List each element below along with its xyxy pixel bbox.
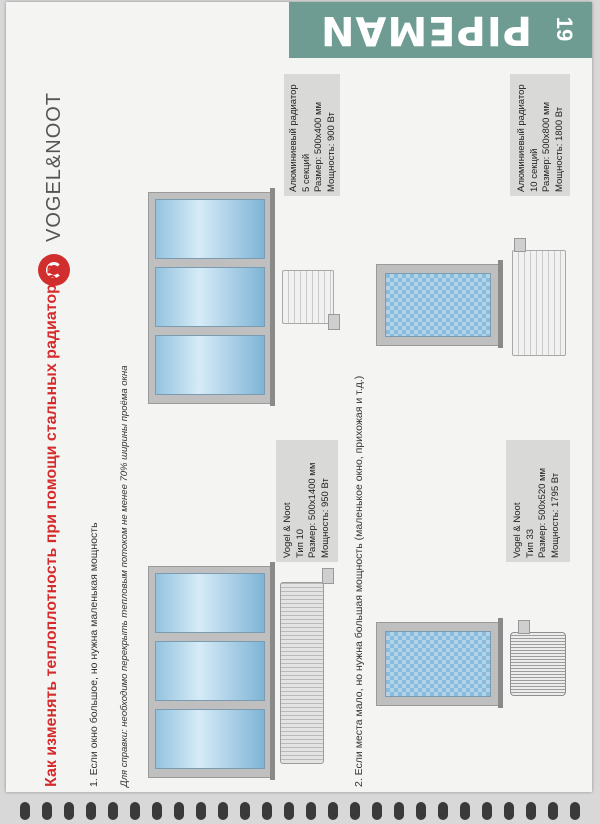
spec-box [506, 440, 570, 562]
window-sill [270, 562, 275, 780]
spec-line: Размер: 500х520 мм [537, 467, 548, 558]
window-sill [270, 188, 275, 406]
section-1-note: Для справки: необходимо перекрыть тепловым потоком не менее 70% ширины проёма окна [119, 365, 130, 787]
spec-line: 10 секций [528, 148, 540, 192]
section-2-heading: 2. Если места мало, но нужна большая мощность (маленькое окно, прихожая и т.д.) [353, 375, 365, 787]
spec-line: Алюминиевый радиатор [288, 84, 299, 192]
radiator-valve [518, 620, 530, 634]
spec-line: Мощность: 900 Вт [325, 112, 337, 192]
brand-logo: PIPEMAN [319, 7, 533, 53]
window-sill [498, 260, 503, 348]
spec-box [284, 74, 340, 196]
radiator-steel-type-10 [280, 582, 324, 764]
window-small-a [376, 622, 500, 706]
spec-line: Vogel & Noot [512, 502, 523, 558]
spec-line: 5 секций [300, 153, 312, 192]
spec-line: Размер: 500х800 мм [541, 101, 552, 192]
section-1-heading: 1. Если окно большое, но нужна маленькая мощность [88, 522, 100, 787]
window-triple-a [148, 566, 272, 778]
window-triple-b [148, 192, 272, 404]
spiral-binding [0, 796, 600, 824]
window-sill [498, 618, 503, 708]
catalog-page [6, 2, 592, 792]
spec-line: Размер: 500х1400 мм [307, 462, 318, 558]
spec-line: Мощность: 1800 Вт [553, 106, 565, 192]
window-small-b [376, 264, 500, 346]
radiator-valve [514, 238, 526, 252]
page-title: Как изменять теплоплотность при помощи стальных радиаторов [43, 264, 60, 787]
spec-line: Vogel & Noot [282, 502, 293, 558]
vogel-noot-logo-text: VOGEL&NOOT [43, 91, 65, 242]
spec-line: Мощность: 1795 Вт [549, 472, 561, 558]
spec-line: Размер: 500х400 мм [313, 101, 324, 192]
spec-box [510, 74, 570, 196]
radiator-steel-type-33 [510, 632, 566, 696]
spec-line: Тип 10 [294, 528, 306, 558]
radiator-aluminium-5-sections [282, 270, 334, 324]
spec-line: Мощность: 950 Вт [319, 478, 331, 558]
radiator-aluminium-10-sections [512, 250, 566, 356]
spec-line: Тип 33 [524, 528, 536, 558]
radiator-valve [322, 568, 334, 584]
page-number: 19 [552, 16, 577, 42]
radiator-valve [328, 314, 340, 330]
spec-box [276, 440, 338, 562]
spec-line: Алюминиевый радиатор [516, 84, 527, 192]
